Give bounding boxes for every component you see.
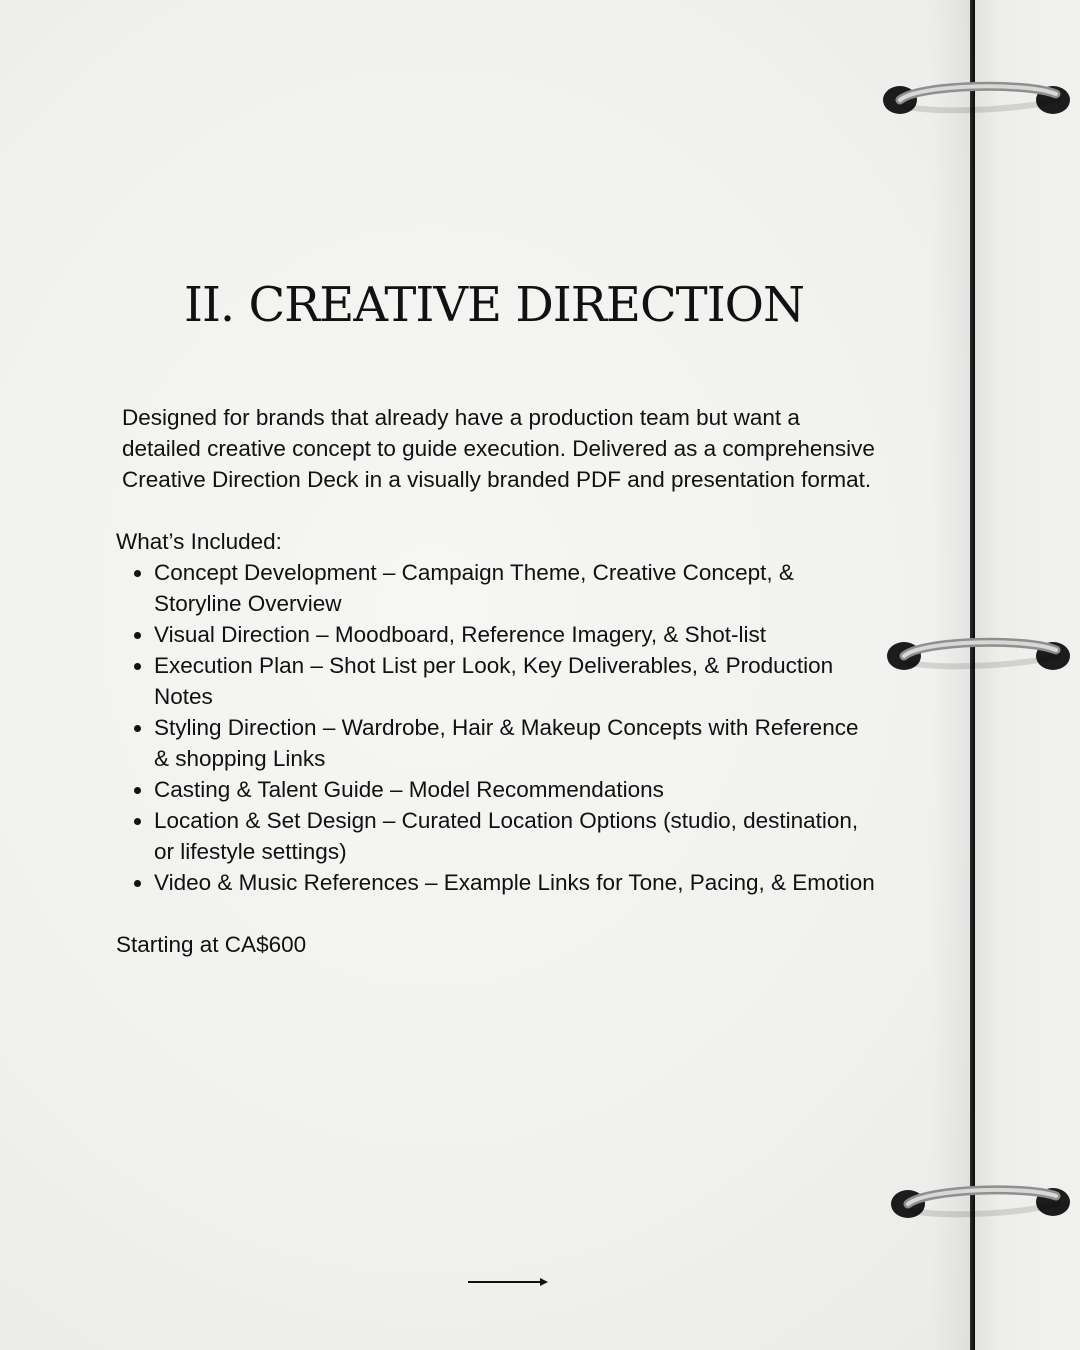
description-block	[116, 402, 876, 960]
page-title: II. CREATIVE DIRECTION	[184, 277, 804, 333]
intro-paragraph: Designed for brands that already have a production team but want a detailed creative concept to guide execution. Delivered as a comprehensive Creative Direction Deck in a visually branded PDF and presentation format.	[122, 405, 875, 492]
list-item: • Casting & Talent Guide – Model Recommendations	[154, 774, 876, 805]
binder-ring-icon	[878, 70, 1080, 130]
price-text: Starting at CA$600	[116, 932, 307, 957]
list-item: • Visual Direction – Moodboard, Reference Imagery, & Shot-list	[154, 619, 876, 650]
spacer	[116, 495, 876, 526]
included-heading: What’s Included:	[116, 529, 282, 554]
arrow-right-icon[interactable]	[468, 1276, 550, 1288]
list-item: • Concept Development – Campaign Theme, Creative Concept, & Storyline Overview	[154, 557, 876, 619]
included-list	[116, 557, 876, 898]
list-item: • Location & Set Design – Curated Location Options (studio, destination, or lifestyle settings)	[154, 805, 876, 867]
list-item: • Styling Direction – Wardrobe, Hair & Makeup Concepts with Reference & shopping Links	[154, 712, 876, 774]
binder-ring-icon	[878, 1172, 1080, 1232]
binder-ring-icon	[878, 626, 1080, 686]
list-item: • Video & Music References – Example Links for Tone, Pacing, & Emotion	[154, 867, 876, 898]
spacer	[116, 898, 876, 929]
list-item: • Execution Plan – Shot List per Look, Key Deliverables, & Production Notes	[154, 650, 876, 712]
